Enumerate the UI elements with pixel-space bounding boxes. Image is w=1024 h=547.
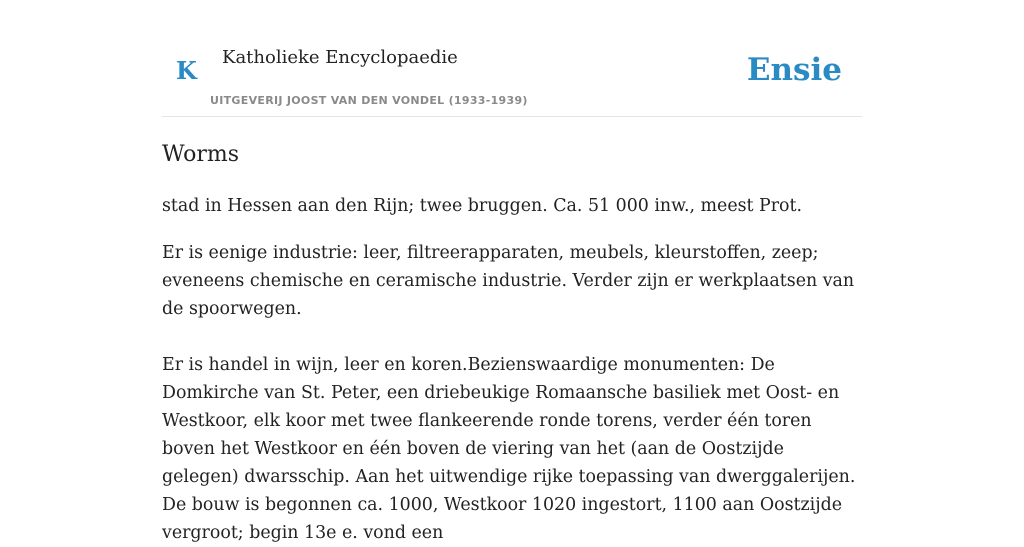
article-paragraph: Er is eenige industrie: leer, filtreerapparaten, meubels, kleurstoffen, zeep; eveneens chemische en ceramische industrie. Verder zijn er werkplaatsen van de spoorwegen. <box>162 243 855 319</box>
publication-title[interactable]: Katholieke Encyclopaedie <box>222 47 458 68</box>
article-paragraph: Er is handel in wijn, leer en koren.Bezienswaardige monumenten: De Domkirche van St. Peter, een driebeukige Romaansche basiliek met Oost- en Westkoor, elk koor met twee flankeerende ronde torens, verder één toren boven het Westkoor en één boven de viering van het (aan de Oostzijde gelegen) dwarsschip. Aan het uitwendige rijke toepassing van dwerggalerijen. De bouw is begonnen ca. 1000, Westkoor 1020 ingestort, 1100 aan Oostzijde vergroot; begin 13e e. vond een <box>162 355 856 543</box>
site-header <box>162 0 862 117</box>
publication-subtitle: UITGEVERIJ JOOST VAN DEN VONDEL (1933-1939) <box>210 94 528 107</box>
ensie-brand-logo[interactable]: Ensie <box>746 52 842 88</box>
article-paragraph: stad in Hessen aan den Rijn; twee bruggen. Ca. 51 000 inw., meest Prot. <box>162 196 803 216</box>
article-content <box>162 138 862 547</box>
publication-logo[interactable]: K <box>176 56 197 85</box>
article-title: Worms <box>162 142 240 167</box>
